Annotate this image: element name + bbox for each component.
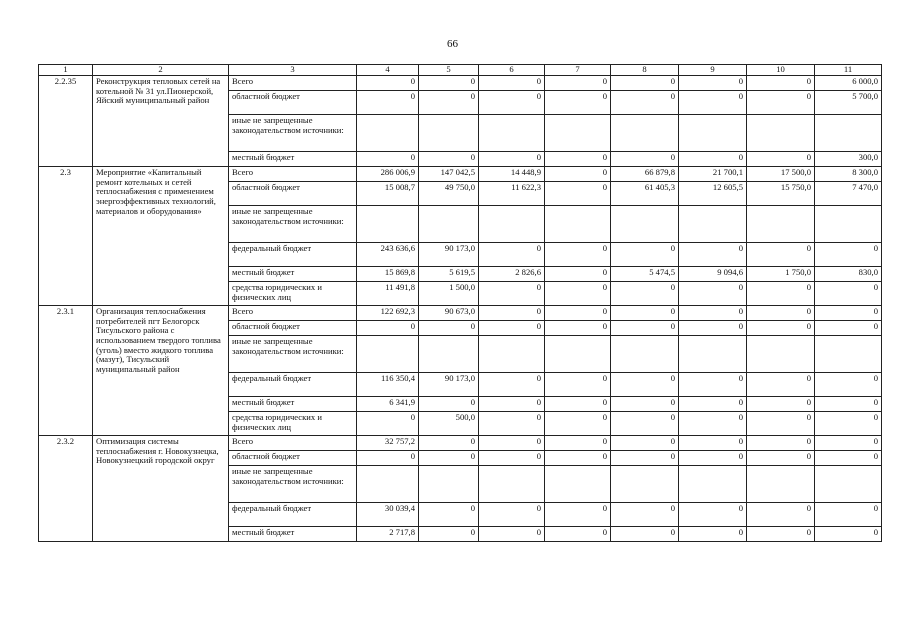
amount-cell: 15 008,7 (357, 182, 419, 206)
amount-cell: 6 341,9 (357, 397, 419, 412)
amount-cell: 32 757,2 (357, 436, 419, 451)
amount-cell: 0 (479, 436, 545, 451)
amount-cell: 90 173,0 (419, 373, 479, 397)
funding-source: областной бюджет (229, 91, 357, 115)
amount-cell: 0 (611, 306, 679, 321)
amount-cell: 0 (611, 451, 679, 466)
amount-cell (545, 336, 611, 373)
amount-cell: 0 (815, 527, 882, 542)
amount-cell (611, 115, 679, 152)
amount-cell: 0 (479, 91, 545, 115)
column-number: 6 (479, 65, 545, 76)
amount-cell: 0 (545, 397, 611, 412)
amount-cell: 116 350,4 (357, 373, 419, 397)
amount-cell: 0 (357, 91, 419, 115)
amount-cell (357, 336, 419, 373)
amount-cell: 0 (679, 412, 747, 436)
amount-cell: 0 (611, 321, 679, 336)
budget-table (38, 64, 882, 542)
amount-cell (611, 336, 679, 373)
amount-cell: 0 (479, 397, 545, 412)
amount-cell: 300,0 (815, 152, 882, 167)
funding-source: средства юридических и физических лиц (229, 282, 357, 306)
amount-cell: 0 (747, 373, 815, 397)
amount-cell: 15 869,8 (357, 267, 419, 282)
amount-cell: 0 (545, 503, 611, 527)
amount-cell (679, 206, 747, 243)
amount-cell: 0 (545, 412, 611, 436)
amount-cell: 0 (747, 243, 815, 267)
funding-source: иные не запрещенные законодательством источники: (229, 206, 357, 243)
amount-cell (679, 336, 747, 373)
amount-cell: 0 (679, 306, 747, 321)
amount-cell: 0 (357, 321, 419, 336)
amount-cell: 0 (815, 412, 882, 436)
funding-source: средства юридических и физических лиц (229, 412, 357, 436)
amount-cell: 0 (545, 306, 611, 321)
column-number: 10 (747, 65, 815, 76)
amount-cell: 0 (611, 243, 679, 267)
item-name: Организация теплоснабжения потребителей пгт Белогорск Тисульского района с использованием твердого топлива (уголь) вместо жидкого топлива (мазут), Тисульский муниципальный район (93, 306, 229, 436)
amount-cell: 500,0 (419, 412, 479, 436)
funding-source: Всего (229, 306, 357, 321)
funding-source: Всего (229, 167, 357, 182)
amount-cell: 0 (679, 503, 747, 527)
amount-cell: 0 (419, 451, 479, 466)
amount-cell: 0 (545, 76, 611, 91)
amount-cell (357, 206, 419, 243)
amount-cell: 0 (747, 397, 815, 412)
funding-source: местный бюджет (229, 397, 357, 412)
amount-cell (545, 115, 611, 152)
amount-cell: 5 700,0 (815, 91, 882, 115)
amount-cell (419, 206, 479, 243)
amount-cell (747, 466, 815, 503)
amount-cell: 0 (679, 373, 747, 397)
amount-cell: 90 173,0 (419, 243, 479, 267)
amount-cell: 11 491,8 (357, 282, 419, 306)
amount-cell: 0 (611, 397, 679, 412)
amount-cell (545, 466, 611, 503)
amount-cell: 0 (611, 152, 679, 167)
amount-cell: 0 (747, 76, 815, 91)
amount-cell: 0 (419, 527, 479, 542)
amount-cell: 66 879,8 (611, 167, 679, 182)
amount-cell: 147 042,5 (419, 167, 479, 182)
amount-cell: 0 (679, 91, 747, 115)
amount-cell: 0 (747, 527, 815, 542)
amount-cell: 0 (419, 152, 479, 167)
amount-cell: 12 605,5 (679, 182, 747, 206)
amount-cell: 61 405,3 (611, 182, 679, 206)
amount-cell (545, 206, 611, 243)
amount-cell: 0 (815, 306, 882, 321)
amount-cell: 0 (815, 503, 882, 527)
amount-cell: 0 (815, 397, 882, 412)
amount-cell: 0 (747, 306, 815, 321)
amount-cell: 0 (545, 282, 611, 306)
amount-cell: 5 619,5 (419, 267, 479, 282)
amount-cell: 0 (479, 451, 545, 466)
amount-cell: 0 (479, 412, 545, 436)
amount-cell: 2 717,8 (357, 527, 419, 542)
item-code: 2.3 (39, 167, 93, 306)
amount-cell (747, 336, 815, 373)
item-code: 2.2.35 (39, 76, 93, 167)
funding-source: местный бюджет (229, 527, 357, 542)
amount-cell: 286 006,9 (357, 167, 419, 182)
amount-cell: 0 (545, 167, 611, 182)
column-number: 1 (39, 65, 93, 76)
column-number: 9 (679, 65, 747, 76)
amount-cell: 15 750,0 (747, 182, 815, 206)
amount-cell: 21 700,1 (679, 167, 747, 182)
amount-cell (679, 115, 747, 152)
amount-cell (747, 115, 815, 152)
amount-cell: 0 (815, 373, 882, 397)
amount-cell (815, 206, 882, 243)
amount-cell: 0 (419, 76, 479, 91)
amount-cell: 0 (679, 527, 747, 542)
amount-cell: 0 (679, 436, 747, 451)
amount-cell: 0 (679, 397, 747, 412)
amount-cell: 0 (419, 503, 479, 527)
amount-cell (357, 466, 419, 503)
column-number: 8 (611, 65, 679, 76)
amount-cell: 0 (611, 412, 679, 436)
amount-cell: 0 (545, 321, 611, 336)
table-row (39, 306, 882, 321)
funding-source: местный бюджет (229, 152, 357, 167)
funding-source: федеральный бюджет (229, 373, 357, 397)
amount-cell: 0 (815, 321, 882, 336)
amount-cell: 0 (419, 321, 479, 336)
funding-source: Всего (229, 76, 357, 91)
amount-cell (419, 336, 479, 373)
amount-cell: 0 (479, 321, 545, 336)
amount-cell (479, 115, 545, 152)
amount-cell: 1 750,0 (747, 267, 815, 282)
amount-cell (611, 466, 679, 503)
amount-cell (479, 336, 545, 373)
amount-cell: 0 (611, 373, 679, 397)
amount-cell: 11 622,3 (479, 182, 545, 206)
funding-source: иные не запрещенные законодательством источники: (229, 466, 357, 503)
amount-cell: 0 (357, 412, 419, 436)
amount-cell: 17 500,0 (747, 167, 815, 182)
amount-cell: 0 (479, 527, 545, 542)
amount-cell: 5 474,5 (611, 267, 679, 282)
amount-cell: 0 (419, 397, 479, 412)
amount-cell: 0 (815, 282, 882, 306)
amount-cell: 9 094,6 (679, 267, 747, 282)
amount-cell: 122 692,3 (357, 306, 419, 321)
column-number: 2 (93, 65, 229, 76)
amount-cell: 0 (611, 91, 679, 115)
amount-cell: 30 039,4 (357, 503, 419, 527)
amount-cell (815, 466, 882, 503)
table-row (39, 76, 882, 91)
amount-cell (419, 466, 479, 503)
amount-cell (679, 466, 747, 503)
funding-source: областной бюджет (229, 182, 357, 206)
amount-cell: 0 (545, 451, 611, 466)
amount-cell: 830,0 (815, 267, 882, 282)
amount-cell: 0 (679, 282, 747, 306)
item-code: 2.3.1 (39, 306, 93, 436)
amount-cell: 0 (419, 91, 479, 115)
amount-cell: 0 (479, 503, 545, 527)
table-body (39, 76, 882, 542)
amount-cell: 8 300,0 (815, 167, 882, 182)
item-name: Мероприятие «Капитальный ремонт котельных и сетей теплоснабжения с применением энергоэффективных технологий, материалов и оборудования» (93, 167, 229, 306)
amount-cell: 0 (815, 451, 882, 466)
amount-cell: 0 (611, 503, 679, 527)
amount-cell: 243 636,6 (357, 243, 419, 267)
amount-cell: 0 (545, 91, 611, 115)
amount-cell (479, 206, 545, 243)
column-number-row (39, 65, 882, 76)
amount-cell: 0 (419, 436, 479, 451)
amount-cell: 0 (679, 76, 747, 91)
amount-cell: 0 (679, 451, 747, 466)
amount-cell (747, 206, 815, 243)
amount-cell: 0 (545, 267, 611, 282)
amount-cell: 0 (747, 436, 815, 451)
amount-cell: 0 (479, 306, 545, 321)
amount-cell: 0 (747, 282, 815, 306)
table-row (39, 436, 882, 451)
funding-source: местный бюджет (229, 267, 357, 282)
amount-cell: 1 500,0 (419, 282, 479, 306)
amount-cell: 0 (545, 436, 611, 451)
amount-cell: 0 (545, 373, 611, 397)
amount-cell: 0 (747, 451, 815, 466)
amount-cell: 0 (479, 373, 545, 397)
amount-cell: 0 (747, 91, 815, 115)
amount-cell: 0 (747, 503, 815, 527)
amount-cell: 0 (479, 243, 545, 267)
amount-cell: 49 750,0 (419, 182, 479, 206)
amount-cell: 0 (611, 527, 679, 542)
amount-cell: 0 (611, 436, 679, 451)
column-number: 3 (229, 65, 357, 76)
item-name: Реконструкция тепловых сетей на котельной № 31 ул.Пионерской, Яйский муниципальный район (93, 76, 229, 167)
amount-cell: 0 (357, 152, 419, 167)
item-name: Оптимизация системы теплоснабжения г. Новокузнецка, Новокузнецкий городской округ (93, 436, 229, 542)
column-number: 11 (815, 65, 882, 76)
column-number: 7 (545, 65, 611, 76)
amount-cell: 0 (679, 243, 747, 267)
funding-source: иные не запрещенные законодательством источники: (229, 336, 357, 373)
amount-cell (479, 466, 545, 503)
amount-cell: 0 (815, 243, 882, 267)
amount-cell: 7 470,0 (815, 182, 882, 206)
funding-source: областной бюджет (229, 451, 357, 466)
column-number: 5 (419, 65, 479, 76)
table-row (39, 167, 882, 182)
amount-cell: 0 (357, 76, 419, 91)
amount-cell (611, 206, 679, 243)
amount-cell: 0 (611, 76, 679, 91)
amount-cell: 0 (479, 282, 545, 306)
funding-source: областной бюджет (229, 321, 357, 336)
amount-cell (815, 336, 882, 373)
amount-cell: 0 (747, 321, 815, 336)
amount-cell: 0 (679, 321, 747, 336)
item-code: 2.3.2 (39, 436, 93, 542)
amount-cell: 90 673,0 (419, 306, 479, 321)
amount-cell: 0 (479, 76, 545, 91)
funding-source: иные не запрещенные законодательством источники: (229, 115, 357, 152)
funding-source: федеральный бюджет (229, 243, 357, 267)
amount-cell: 0 (545, 243, 611, 267)
funding-source: Всего (229, 436, 357, 451)
amount-cell (419, 115, 479, 152)
amount-cell: 0 (679, 152, 747, 167)
amount-cell: 0 (545, 527, 611, 542)
amount-cell: 0 (611, 282, 679, 306)
amount-cell (815, 115, 882, 152)
amount-cell: 0 (545, 182, 611, 206)
amount-cell: 0 (357, 451, 419, 466)
amount-cell: 0 (747, 152, 815, 167)
column-number: 4 (357, 65, 419, 76)
amount-cell: 14 448,9 (479, 167, 545, 182)
amount-cell: 6 000,0 (815, 76, 882, 91)
page-number: 66 (447, 38, 458, 50)
amount-cell: 2 826,6 (479, 267, 545, 282)
amount-cell: 0 (479, 152, 545, 167)
amount-cell: 0 (815, 436, 882, 451)
funding-source: федеральный бюджет (229, 503, 357, 527)
amount-cell (357, 115, 419, 152)
amount-cell: 0 (545, 152, 611, 167)
amount-cell: 0 (747, 412, 815, 436)
